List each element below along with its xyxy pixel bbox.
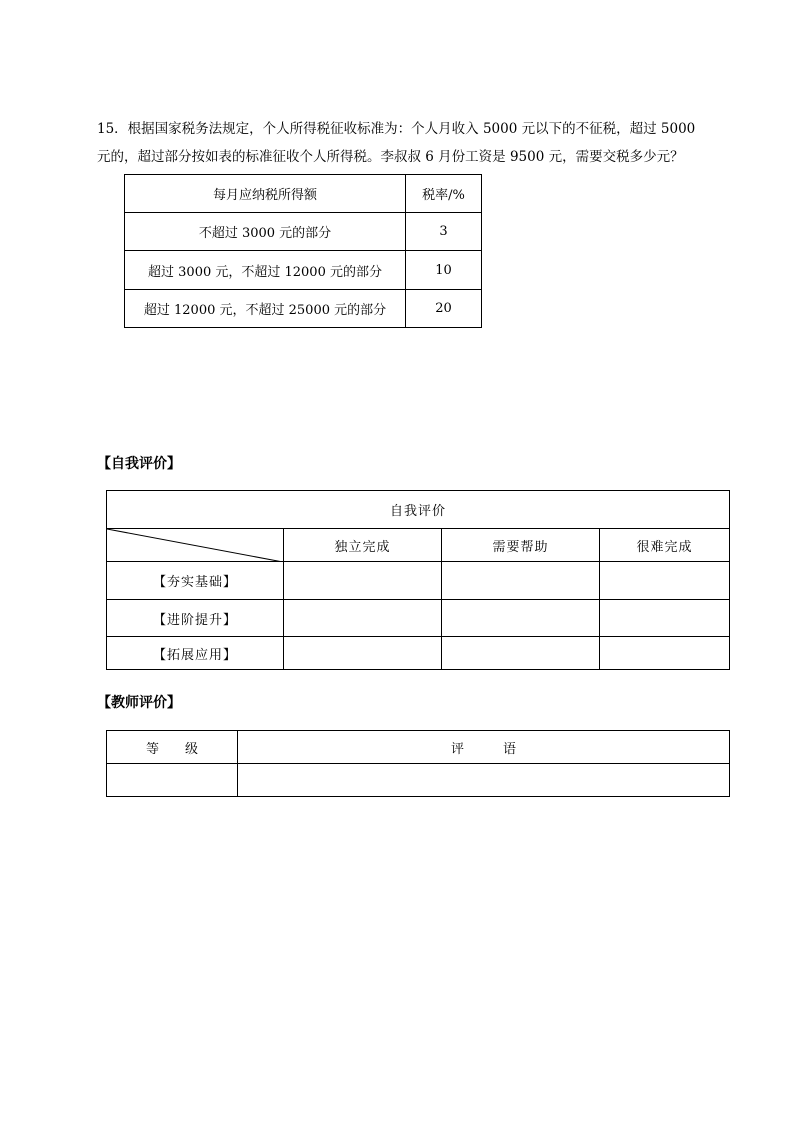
row-label-advanced: 【进阶提升】: [107, 600, 284, 637]
eval-cell[interactable]: [284, 637, 442, 670]
col-independent: 独立完成: [284, 529, 442, 562]
tax-row-rate: 10: [406, 251, 482, 290]
eval-cell[interactable]: [442, 600, 600, 637]
self-eval-row: [107, 637, 730, 670]
tax-table-row: [125, 290, 482, 328]
self-eval-row: [107, 600, 730, 637]
grade-cell[interactable]: [107, 764, 238, 797]
tax-header-income: 每月应纳税所得额: [125, 175, 406, 213]
tax-row-rate: 20: [406, 290, 482, 328]
eval-cell[interactable]: [284, 600, 442, 637]
comment-cell[interactable]: [238, 764, 730, 797]
teacher-eval-table: [106, 730, 730, 797]
eval-cell[interactable]: [600, 600, 730, 637]
eval-cell[interactable]: [442, 562, 600, 600]
self-eval-title-row: [107, 491, 730, 529]
tax-row-range: 超过 12000 元，不超过 25000 元的部分: [125, 290, 406, 328]
tax-row-range: 不超过 3000 元的部分: [125, 213, 406, 251]
row-label-extension: 【拓展应用】: [107, 637, 284, 670]
col-difficult: 很难完成: [600, 529, 730, 562]
tax-table-row: [125, 251, 482, 290]
tax-table-row: [125, 213, 482, 251]
eval-cell[interactable]: [600, 562, 730, 600]
teacher-eval-row: [107, 764, 730, 797]
tax-table-header-row: [125, 175, 482, 213]
question-line-2: 元的，超过部分按如表的标准征收个人所得税。李叔叔 6 月份工资是 9500 元，需要交税多少元？: [97, 149, 684, 165]
comment-label: 评 语: [238, 731, 730, 764]
tax-row-rate: 3: [406, 213, 482, 251]
teacher-eval-heading: 【教师评价】: [97, 695, 181, 711]
diagonal-line: [107, 529, 283, 562]
col-need-help: 需要帮助: [442, 529, 600, 562]
self-eval-table: [106, 490, 730, 670]
eval-cell[interactable]: [600, 637, 730, 670]
teacher-eval-header-row: [107, 731, 730, 764]
self-eval-table-title: 自我评价: [107, 491, 730, 529]
self-eval-header-row: [107, 529, 730, 562]
tax-rate-table: [124, 174, 482, 328]
question-line-1: 15．根据国家税务法规定，个人所得税征收标准为：个人月收入 5000 元以下的不征税，超过 5000: [97, 121, 696, 137]
diagonal-header-cell: [107, 529, 284, 562]
self-eval-row: [107, 562, 730, 600]
self-eval-heading: 【自我评价】: [97, 456, 181, 472]
tax-header-rate: 税率/%: [406, 175, 482, 213]
grade-label: 等 级: [107, 731, 238, 764]
eval-cell[interactable]: [284, 562, 442, 600]
tax-row-range: 超过 3000 元，不超过 12000 元的部分: [125, 251, 406, 290]
eval-cell[interactable]: [442, 637, 600, 670]
row-label-basics: 【夯实基础】: [107, 562, 284, 600]
